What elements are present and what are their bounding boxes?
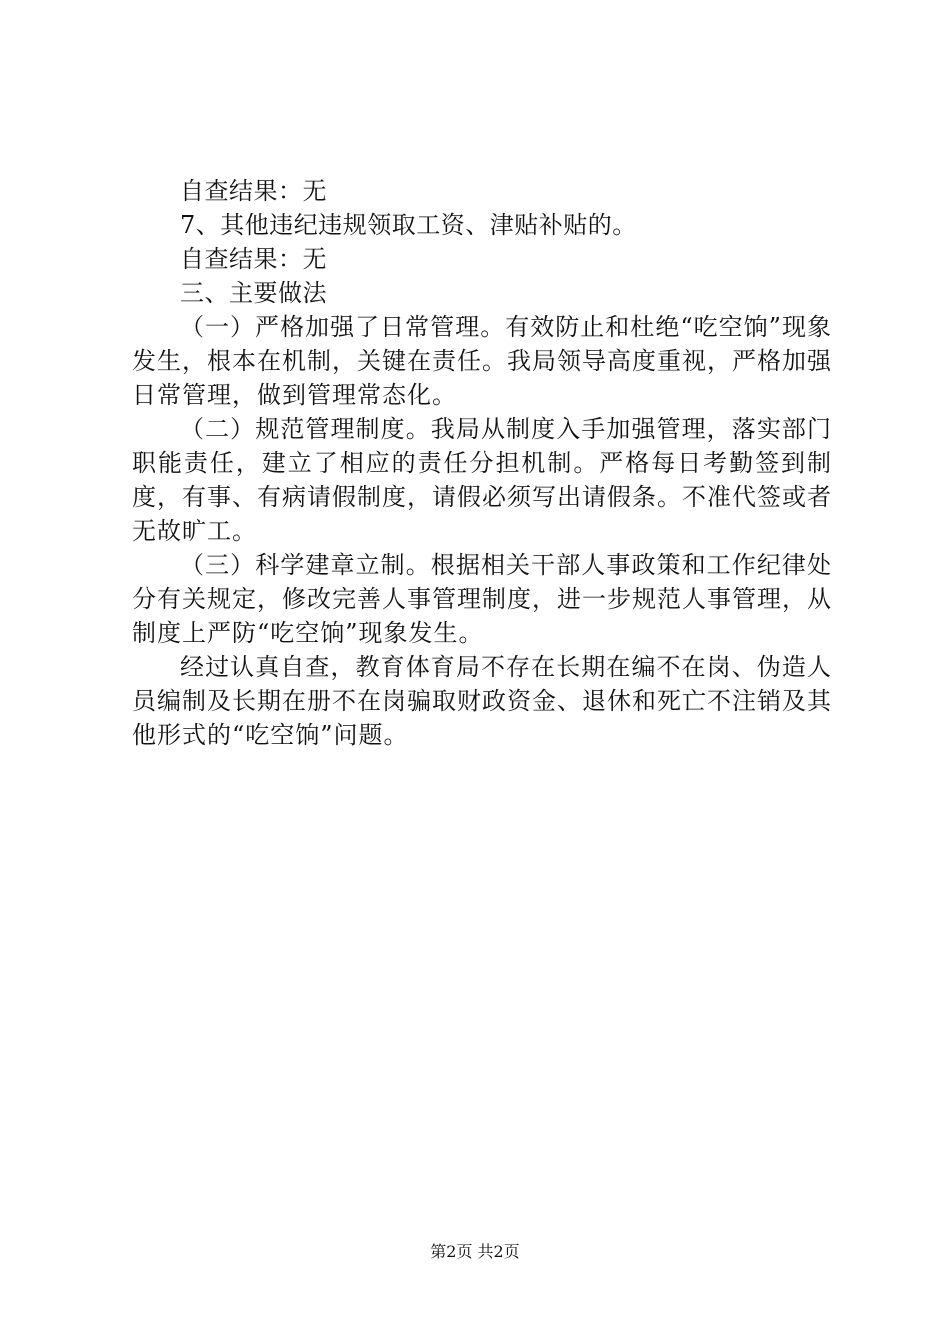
page-number-footer: 第2页 共2页 [430, 1242, 520, 1261]
paragraph-3: （三）科学建章立制。根据相关干部人事政策和工作纪律处分有关规定，修改完善人事管理制度，进一步规范人事管理，从制度上严防“吃空饷”现象发生。 [132, 551, 832, 647]
self-check-result-line: 自查结果：无 [180, 177, 327, 205]
self-check-result-line: 自查结果：无 [180, 245, 327, 273]
paragraph-2: （二）规范管理制度。我局从制度入手加强管理，落实部门职能责任，建立了相应的责任分担机制。严格每日考勤签到制度，有事、有病请假制度，请假必须写出请假条。不准代签或者无故旷工。 [132, 415, 832, 545]
section-heading: 三、主要做法 [180, 279, 327, 307]
paragraph-1: （一）严格加强了日常管理。有效防止和杜绝“吃空饷”现象发生，根本在机制，关键在责任。我局领导高度重视，严格加强日常管理，做到管理常态化。 [132, 313, 832, 409]
paragraph-4: 经过认真自查，教育体育局不存在长期在编不在岗、伪造人员编制及长期在册不在岗骗取财政资金、退休和死亡不注销及其他形式的“吃空饷”问题。 [132, 653, 832, 749]
item-7-line: 7、其他违纪违规领取工资、津贴补贴的。 [180, 211, 637, 239]
document-body [132, 174, 832, 752]
